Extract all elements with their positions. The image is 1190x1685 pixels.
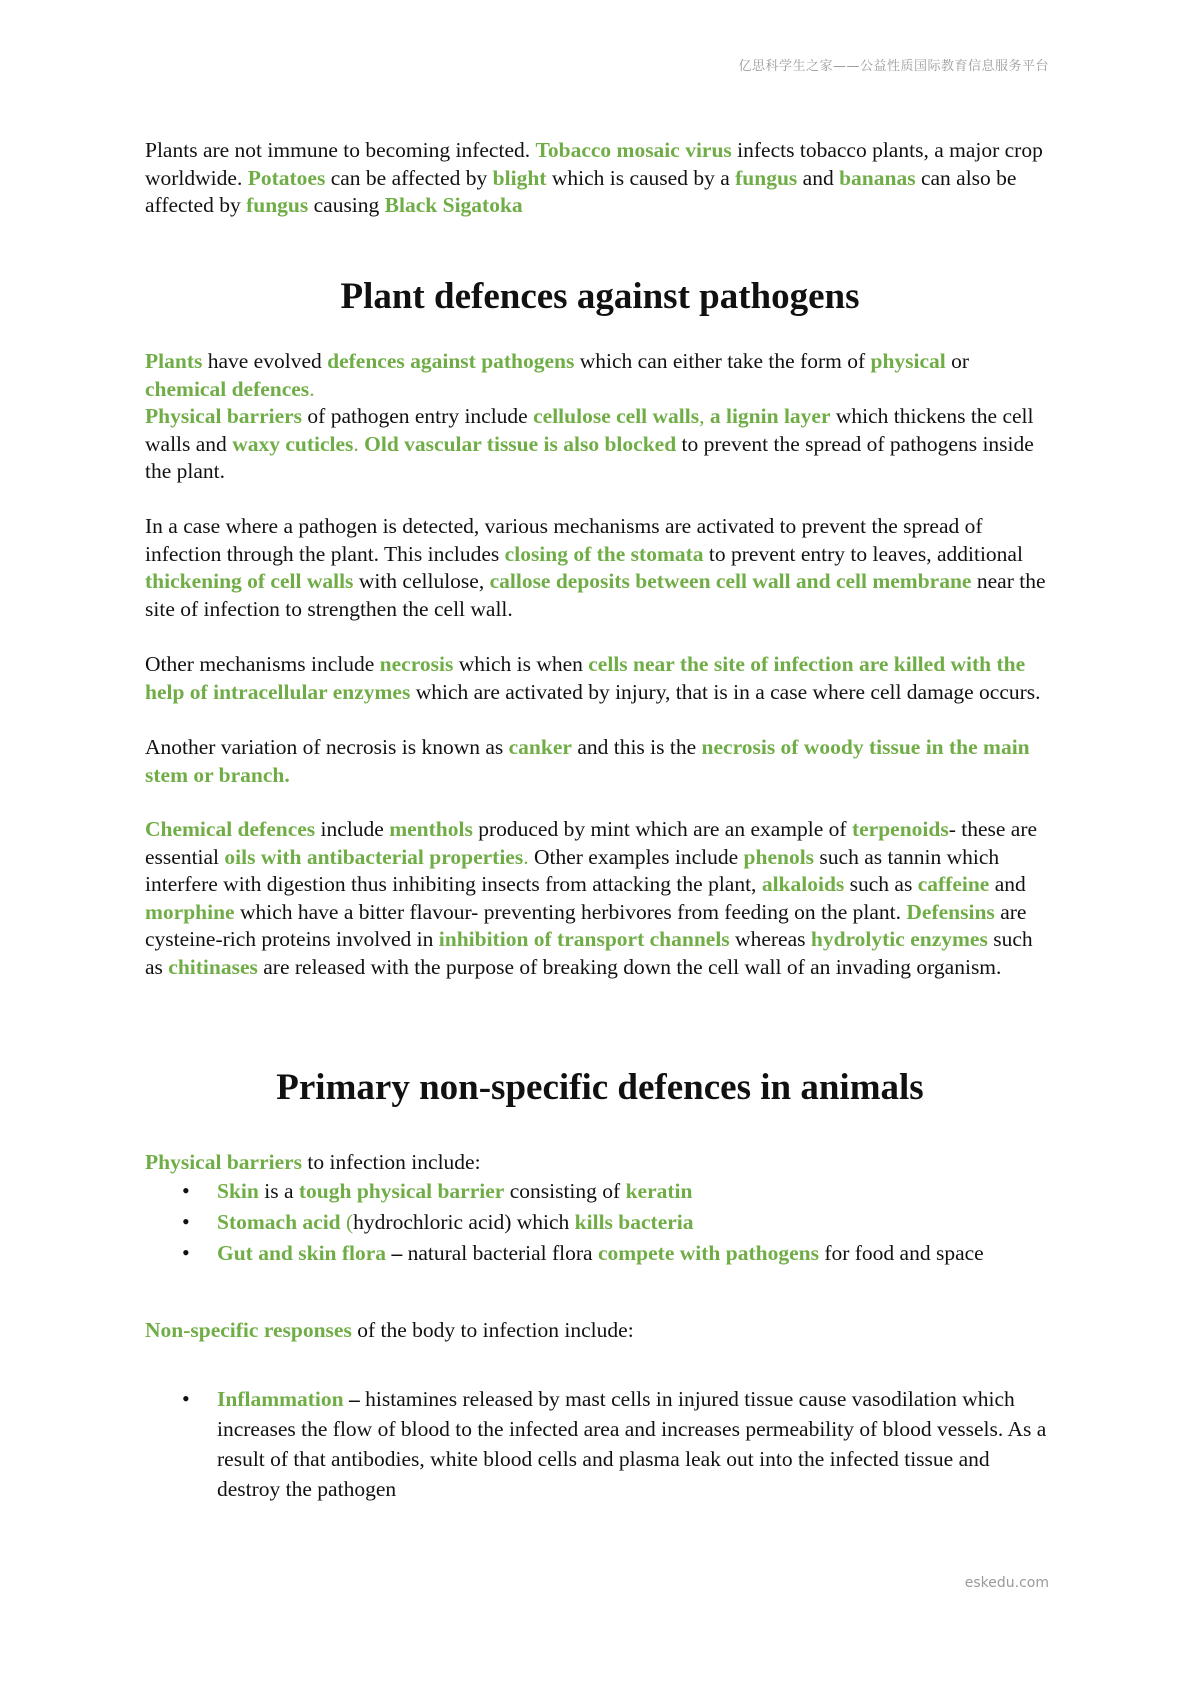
- highlighted-term: Chemical defences: [145, 817, 316, 841]
- text-run: .: [309, 376, 315, 401]
- list-item: [145, 1207, 1055, 1237]
- highlighted-term: kills bacteria: [574, 1210, 694, 1234]
- text-run: which are activated by injury, that is in a case where cell damage occurs.: [410, 679, 1041, 704]
- text-run: to prevent the spread of pathogens inside the plant.: [145, 431, 1034, 484]
- highlighted-term: hydrolytic enzymes: [810, 927, 988, 952]
- highlighted-term: defences against pathogens: [327, 349, 575, 373]
- highlighted-term: cells near the site of infection are killed with the help of intracellular enzymes: [145, 652, 1026, 704]
- text-run: to infection include:: [302, 1150, 481, 1174]
- text-run: (: [340, 1210, 354, 1234]
- highlighted-term: caffeine: [917, 872, 990, 897]
- highlighted-term: menthols: [389, 817, 473, 841]
- text-run: such as: [145, 927, 1033, 979]
- text-run: ,: [699, 404, 710, 428]
- highlighted-term: chitinases: [168, 954, 258, 979]
- highlighted-term: Stomach acid: [217, 1210, 341, 1234]
- text-run: Another variation of necrosis is known as: [145, 735, 509, 759]
- text-run: consisting of: [504, 1179, 626, 1203]
- highlighted-term: necrosis of woody tissue in the main stem or branch.: [145, 735, 1030, 787]
- highlighted-term: Non-specific responses: [145, 1318, 352, 1342]
- text-run: –: [343, 1387, 366, 1411]
- highlighted-term: cellulose cell walls: [533, 404, 700, 428]
- list-item: [145, 1238, 1055, 1268]
- animal-physical-barriers-intro: [145, 1149, 1055, 1177]
- text-run: of pathogen entry include: [302, 404, 534, 428]
- text-run: –: [386, 1241, 408, 1265]
- highlighted-term: Black Sigatoka: [384, 193, 523, 218]
- pathogen-detected-paragraph: [145, 513, 1055, 623]
- intro-paragraph: [145, 137, 1055, 220]
- highlighted-term: Physical barriers: [145, 1150, 303, 1174]
- highlighted-term: Tobacco mosaic virus: [535, 138, 732, 162]
- text-run: .: [523, 844, 529, 869]
- text-run: include: [315, 817, 390, 841]
- text-run: Plants are not immune to becoming infected.: [145, 138, 536, 162]
- text-run: have evolved: [202, 349, 328, 373]
- chemical-defences-paragraph: [145, 816, 1055, 982]
- highlighted-term: Plants: [145, 349, 203, 373]
- page-header: 亿思科学生之家——公益性质国际教育信息服务平台: [738, 59, 1049, 74]
- text-run: which can either take the form of: [574, 349, 871, 373]
- highlighted-term: compete with pathogens: [597, 1241, 819, 1265]
- highlighted-term: fungus: [735, 165, 798, 190]
- list-item: [145, 1384, 1055, 1504]
- highlighted-term: a lignin layer: [709, 404, 831, 428]
- physical-barriers-paragraph: [145, 403, 1055, 486]
- text-run: such as: [844, 872, 918, 897]
- text-run: with cellulose,: [353, 569, 490, 594]
- text-run: which is caused by a: [546, 165, 736, 190]
- text-run: - these are essential: [145, 817, 1038, 869]
- highlighted-term: necrosis: [379, 652, 454, 676]
- non-specific-responses-list: [145, 1384, 1055, 1505]
- highlighted-term: chemical defences: [145, 376, 310, 401]
- text-run: hydrochloric acid) which: [353, 1210, 575, 1234]
- text-run: which thickens the cell walls and: [145, 404, 1034, 456]
- section-heading-plant-defences: Plant defences against pathogens: [340, 276, 860, 317]
- text-run: causing: [308, 193, 385, 218]
- canker-paragraph: [145, 734, 1055, 789]
- highlighted-term: phenols: [743, 844, 815, 869]
- highlighted-term: keratin: [625, 1179, 693, 1203]
- text-run: and this is the: [571, 735, 702, 759]
- text-run: can be affected by: [325, 165, 493, 190]
- text-run: Other examples include: [528, 844, 744, 869]
- text-run: near the site of infection to strengthen the cell wall.: [145, 569, 1046, 621]
- text-run: which have a bitter flavour- preventing herbivores from feeding on the plant.: [234, 899, 907, 924]
- text-run: are cysteine-rich proteins involved in: [145, 899, 1027, 952]
- highlighted-term: oils with antibacterial properties: [224, 844, 524, 869]
- text-run: histamines released by mast cells in injured tissue cause vasodilation which increases the flow of blood to the infected area and increases permeability of blood vessels. As a result of that antibodies, white blood cells and plasma leak out into the infected tissue and destroy the pathogen: [217, 1387, 1047, 1501]
- text-run: natural bacterial flora: [407, 1241, 598, 1265]
- text-run: is a: [258, 1179, 299, 1203]
- highlighted-term: Physical barriers: [145, 404, 303, 428]
- text-run: produced by mint which are an example of: [472, 817, 852, 841]
- highlighted-term: thickening of cell walls: [145, 569, 354, 594]
- list-item: [145, 1176, 1055, 1206]
- highlighted-term: closing of the stomata: [504, 541, 704, 566]
- text-run: Other mechanisms include: [145, 652, 380, 676]
- highlighted-term: bananas: [839, 165, 916, 190]
- highlighted-term: morphine: [145, 899, 235, 924]
- highlighted-term: blight: [492, 165, 547, 190]
- highlighted-term: canker: [508, 735, 572, 759]
- highlighted-term: tough physical barrier: [298, 1179, 505, 1203]
- non-specific-responses-intro: [145, 1317, 1055, 1345]
- text-run: to prevent entry to leaves, additional: [703, 541, 1023, 566]
- highlighted-term: waxy cuticles: [232, 431, 354, 456]
- highlighted-term: Inflammation: [217, 1387, 344, 1411]
- highlighted-term: physical: [870, 349, 946, 373]
- plant-defences-paragraph: [145, 348, 1055, 403]
- highlighted-term: inhibition of transport channels: [438, 927, 730, 952]
- highlighted-term: fungus: [246, 193, 309, 218]
- section-heading-animal-defences: Primary non-specific defences in animals: [276, 1067, 924, 1108]
- highlighted-term: Potatoes: [247, 165, 326, 190]
- highlighted-term: alkaloids: [761, 872, 845, 897]
- necrosis-paragraph: [145, 651, 1055, 706]
- physical-barriers-list: [145, 1176, 1055, 1269]
- text-run: and: [989, 872, 1026, 897]
- highlighted-term: Old vascular tissue is also blocked: [364, 431, 677, 456]
- text-run: such as tannin which interfere with digestion thus inhibiting insects from attacking the plant,: [145, 844, 1000, 897]
- highlighted-term: callose deposits between cell wall and cell membrane: [489, 569, 972, 594]
- text-run: which is when: [453, 652, 589, 676]
- text-run: of the body to infection include:: [351, 1318, 634, 1342]
- highlighted-term: Gut and skin flora: [217, 1241, 387, 1265]
- text-run: infects tobacco plants, a major crop worldwide.: [145, 138, 1043, 190]
- text-run: and: [797, 165, 840, 190]
- text-run: can also be affected by: [145, 165, 1017, 218]
- highlighted-term: terpenoids: [851, 817, 949, 841]
- text-run: for food and space: [818, 1241, 984, 1265]
- text-run: are released with the purpose of breaking down the cell wall of an invading organism.: [257, 954, 1002, 979]
- highlighted-term: Defensins: [906, 899, 995, 924]
- text-run: In a case where a pathogen is detected, various mechanisms are activated to prevent the spread of infection through the plant. This includes: [145, 514, 983, 566]
- text-run: .: [353, 431, 365, 456]
- highlighted-term: Skin: [217, 1179, 259, 1203]
- text-run: whereas: [729, 927, 811, 952]
- page-footer: eskedu.com: [964, 1575, 1049, 1591]
- text-run: or: [945, 349, 970, 373]
